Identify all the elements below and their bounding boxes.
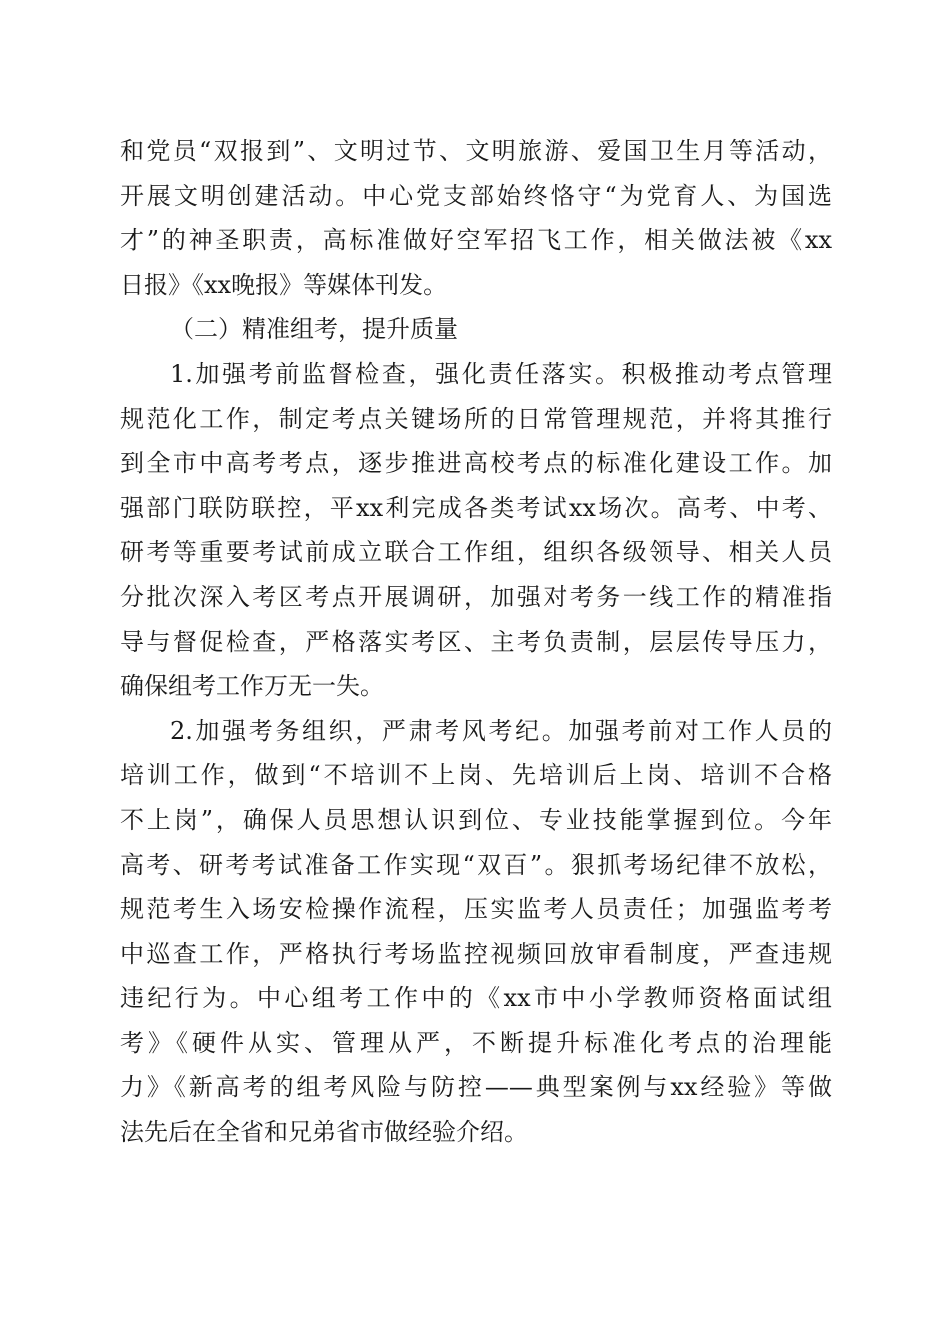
text-line: 到全市中高考考点，逐步推进高校考点的标准化建设工作。加: [120, 449, 832, 478]
text-line: 和党员“双报到”、文明过节、文明旅游、爱国卫生月等活动，: [120, 137, 832, 165]
text-line: 强部门联防联控，平xx利完成各类考试xx场次。高考、中考、: [120, 493, 832, 522]
text-line: 考》《硬件从实、管理从严，不断提升标准化考点的治理能: [120, 1028, 832, 1057]
text-line: 开展文明创建活动。中心党支部始终恪守“为党育人、为国选: [120, 181, 832, 210]
document-page: [120, 129, 832, 1155]
text-line: 导与督促检查，严格落实考区、主考负责制，层层传导压力，: [120, 627, 832, 656]
section-heading: （二）精准组考，提升质量: [170, 315, 458, 344]
text-line: 日报》《xx晚报》等媒体刊发。: [120, 270, 448, 299]
text-line: 法先后在全省和兄弟省市做经验介绍。: [120, 1118, 528, 1147]
text-line: 2.加强考务组织，严肃考风考纪。加强考前对工作人员的: [170, 716, 832, 745]
text-line: 确保组考工作万无一失。: [120, 672, 384, 701]
text-line: 中巡查工作，严格执行考场监控视频回放审看制度，严查违规: [120, 939, 832, 968]
text-line: 培训工作，做到“不培训不上岗、先培训后上岗、培训不合格: [120, 761, 832, 790]
text-line: 不上岗”，确保人员思想认识到位、专业技能掌握到位。今年: [120, 805, 832, 834]
text-line: 规范化工作，制定考点关键场所的日常管理规范，并将其推行: [120, 404, 832, 433]
text-line: 力》《新高考的组考风险与防控——典型案例与xx经验》等做: [120, 1073, 832, 1102]
text-line: 分批次深入考区考点开展调研，加强对考务一线工作的精准指: [120, 582, 832, 611]
text-line: 1.加强考前监督检查，强化责任落实。积极推动考点管理: [170, 359, 832, 388]
text-line: 违纪行为。中心组考工作中的《xx市中小学教师资格面试组: [120, 984, 832, 1013]
text-line: 研考等重要考试前成立联合工作组，组织各级领导、相关人员: [120, 538, 832, 567]
text-line: 规范考生入场安检操作流程，压实监考人员责任；加强监考考: [120, 895, 832, 924]
text-line: 才”的神圣职责，高标准做好空军招飞工作，相关做法被《xx: [120, 226, 832, 255]
text-line: 高考、研考考试准备工作实现“双百”。狠抓考场纪律不放松，: [120, 850, 832, 879]
